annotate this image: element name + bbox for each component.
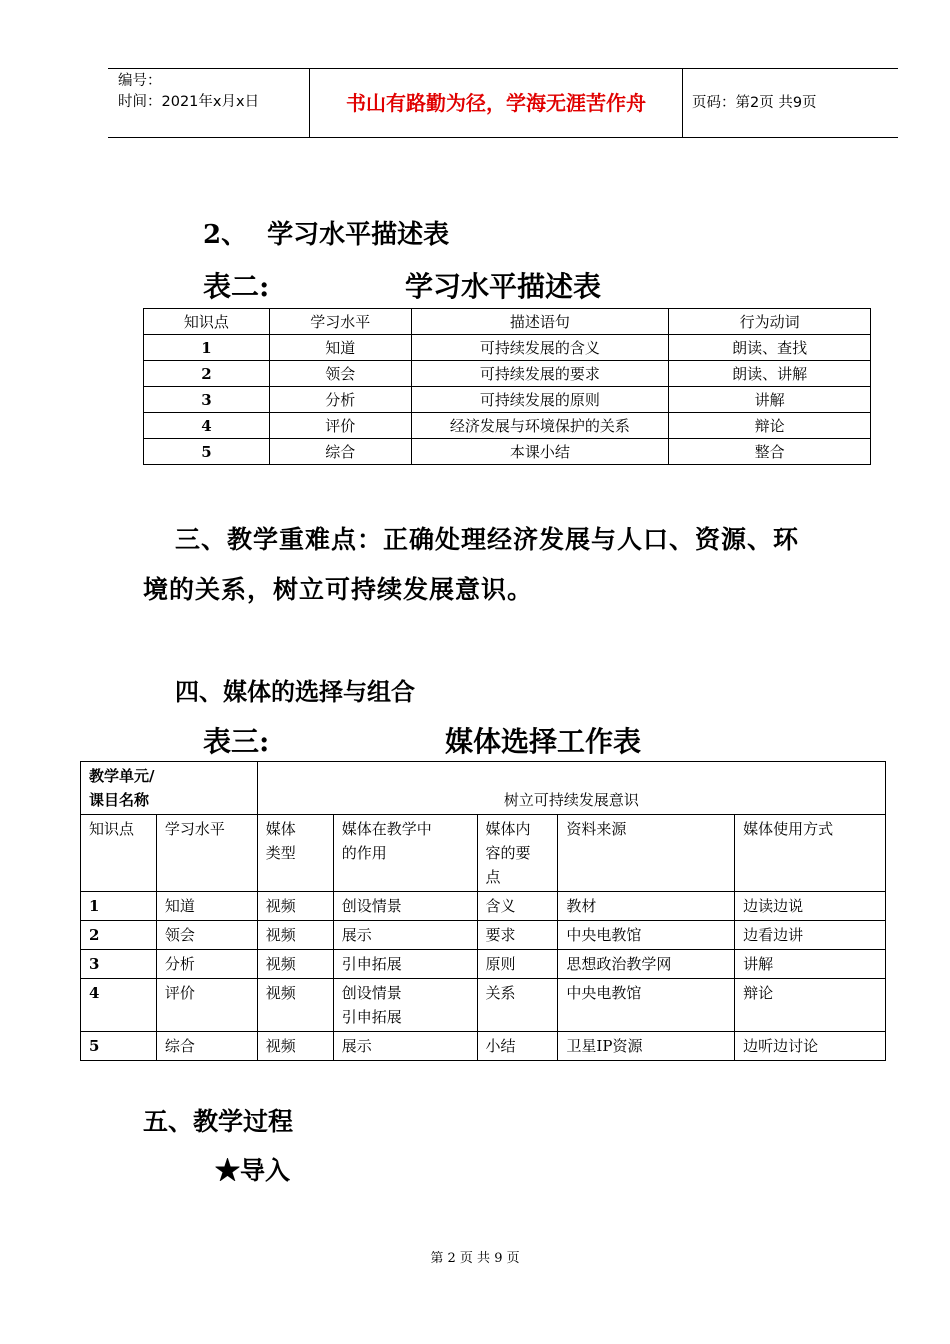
- table-cell: 原则: [477, 950, 558, 979]
- section3-line2: 境的关系，树立可持续发展意识。: [143, 575, 534, 604]
- header-page-info: 页码：第2页 共9页: [692, 95, 817, 111]
- table-row: [81, 979, 886, 1032]
- header-line: 的作用: [341, 844, 387, 862]
- table-cell: 边听边讨论: [735, 1032, 886, 1061]
- table-cell: 知道: [156, 892, 257, 921]
- table-cell: 2: [81, 921, 157, 950]
- table3-caption-label: 表三:: [203, 725, 270, 758]
- table2-caption-label: 表二:: [203, 270, 270, 303]
- table-cell: 评价: [156, 979, 257, 1032]
- media-selection-table: [80, 761, 886, 1061]
- table-cell: 4: [144, 413, 270, 439]
- table-cell: 含义: [477, 892, 558, 921]
- section5-subheading: ★导入: [215, 1156, 291, 1185]
- id-label: 编号：: [118, 73, 162, 89]
- header-line: 媒体内: [485, 820, 531, 838]
- table-row: [81, 921, 886, 950]
- table-row: [81, 950, 886, 979]
- table-cell: 4: [81, 979, 157, 1032]
- table-cell: 综合: [156, 1032, 257, 1061]
- table-cell: 本课小结: [411, 439, 669, 465]
- table-row: [81, 892, 886, 921]
- header-cell: 知识点: [81, 815, 157, 892]
- header-line: 媒体: [265, 820, 296, 838]
- header-cell: [477, 815, 558, 892]
- table-cell: 3: [81, 950, 157, 979]
- table-header-row: [144, 309, 871, 335]
- table-cell: 引申拓展: [333, 950, 477, 979]
- header-meta: [108, 69, 310, 137]
- header-cell: 描述语句: [411, 309, 669, 335]
- unit-row: [81, 762, 886, 815]
- table-row: [144, 387, 871, 413]
- table-cell: 讲解: [669, 387, 871, 413]
- header-line: 点: [485, 868, 501, 886]
- table-cell: 小结: [477, 1032, 558, 1061]
- table-cell: 辩论: [669, 413, 871, 439]
- table-cell: 卫星IP资源: [558, 1032, 735, 1061]
- header-cell: 媒体使用方式: [735, 815, 886, 892]
- table-row: [144, 413, 871, 439]
- page-header: [108, 68, 898, 138]
- table-cell: 分析: [269, 387, 411, 413]
- unit-label-line1: 教学单元/: [89, 767, 155, 785]
- section3-line1: 三、教学重难点：正确处理经济发展与人口、资源、环: [175, 525, 800, 554]
- table-cell: 1: [81, 892, 157, 921]
- table-cell: 3: [144, 387, 270, 413]
- table-cell: 教材: [558, 892, 735, 921]
- table-cell: 要求: [477, 921, 558, 950]
- table-cell: 视频: [257, 950, 333, 979]
- table3-caption-title: 媒体选择工作表: [445, 725, 642, 758]
- section4-heading: 四、媒体的选择与组合: [175, 677, 415, 706]
- table-cell: 展示: [333, 1032, 477, 1061]
- header-cell: 知识点: [144, 309, 270, 335]
- table-cell: 可持续发展的原则: [411, 387, 669, 413]
- header-line: 类型: [265, 844, 296, 862]
- table-cell: 领会: [269, 361, 411, 387]
- unit-label-line2: 课目名称: [89, 791, 150, 809]
- table-cell: 1: [144, 335, 270, 361]
- page-footer: 第 2 页 共 9 页: [430, 1251, 520, 1266]
- table-header-row: [81, 815, 886, 892]
- table-cell: [333, 979, 477, 1032]
- table-cell: 5: [81, 1032, 157, 1061]
- table-cell: 领会: [156, 921, 257, 950]
- header-cell: [257, 815, 333, 892]
- table-row: [144, 361, 871, 387]
- table-cell: 视频: [257, 979, 333, 1032]
- table2-caption-title: 学习水平描述表: [405, 270, 602, 303]
- table-cell: 2: [144, 361, 270, 387]
- date-label: 时间：2021年x月x日: [118, 94, 260, 110]
- unit-value-cell: 树立可持续发展意识: [257, 762, 885, 815]
- header-line: 容的要: [485, 844, 531, 862]
- table-cell: 可持续发展的含义: [411, 335, 669, 361]
- header-cell: 学习水平: [269, 309, 411, 335]
- table-cell: 朗读、讲解: [669, 361, 871, 387]
- table-cell: 视频: [257, 1032, 333, 1061]
- table-cell: 分析: [156, 950, 257, 979]
- section2-number: 2、: [203, 220, 248, 250]
- table-row: [144, 439, 871, 465]
- section2-title: 学习水平描述表: [267, 220, 450, 250]
- table-cell: 思想政治教学网: [558, 950, 735, 979]
- header-line: 媒体在教学中: [341, 820, 432, 838]
- table-cell: 关系: [477, 979, 558, 1032]
- table-cell: 边看边讲: [735, 921, 886, 950]
- section2-heading: [203, 214, 449, 251]
- table-cell: 展示: [333, 921, 477, 950]
- table-cell: 中央电教馆: [558, 921, 735, 950]
- learning-level-table: [143, 308, 871, 465]
- header-motto: 书山有路勤为径，学海无涯苦作舟: [310, 69, 683, 137]
- header-cell: 资料来源: [558, 815, 735, 892]
- table-row: [144, 335, 871, 361]
- table-cell: 经济发展与环境保护的关系: [411, 413, 669, 439]
- table-cell: 整合: [669, 439, 871, 465]
- header-cell: 行为动词: [669, 309, 871, 335]
- table-cell: 中央电教馆: [558, 979, 735, 1032]
- section5-heading: 五、教学过程: [143, 1107, 294, 1136]
- table-cell: 讲解: [735, 950, 886, 979]
- table-cell: 评价: [269, 413, 411, 439]
- table-cell: 可持续发展的要求: [411, 361, 669, 387]
- table-cell: 朗读、查找: [669, 335, 871, 361]
- table-cell: 5: [144, 439, 270, 465]
- table-cell: 视频: [257, 921, 333, 950]
- role-line: 创设情景: [341, 984, 402, 1002]
- unit-label-cell: [81, 762, 258, 815]
- table-cell: 视频: [257, 892, 333, 921]
- header-cell: [333, 815, 477, 892]
- table-cell: 创设情景: [333, 892, 477, 921]
- table-cell: 边读边说: [735, 892, 886, 921]
- table-cell: 辩论: [735, 979, 886, 1032]
- table-cell: 知道: [269, 335, 411, 361]
- table-cell: 综合: [269, 439, 411, 465]
- role-line: 引申拓展: [341, 1008, 402, 1026]
- header-cell: 学习水平: [156, 815, 257, 892]
- table-row: [81, 1032, 886, 1061]
